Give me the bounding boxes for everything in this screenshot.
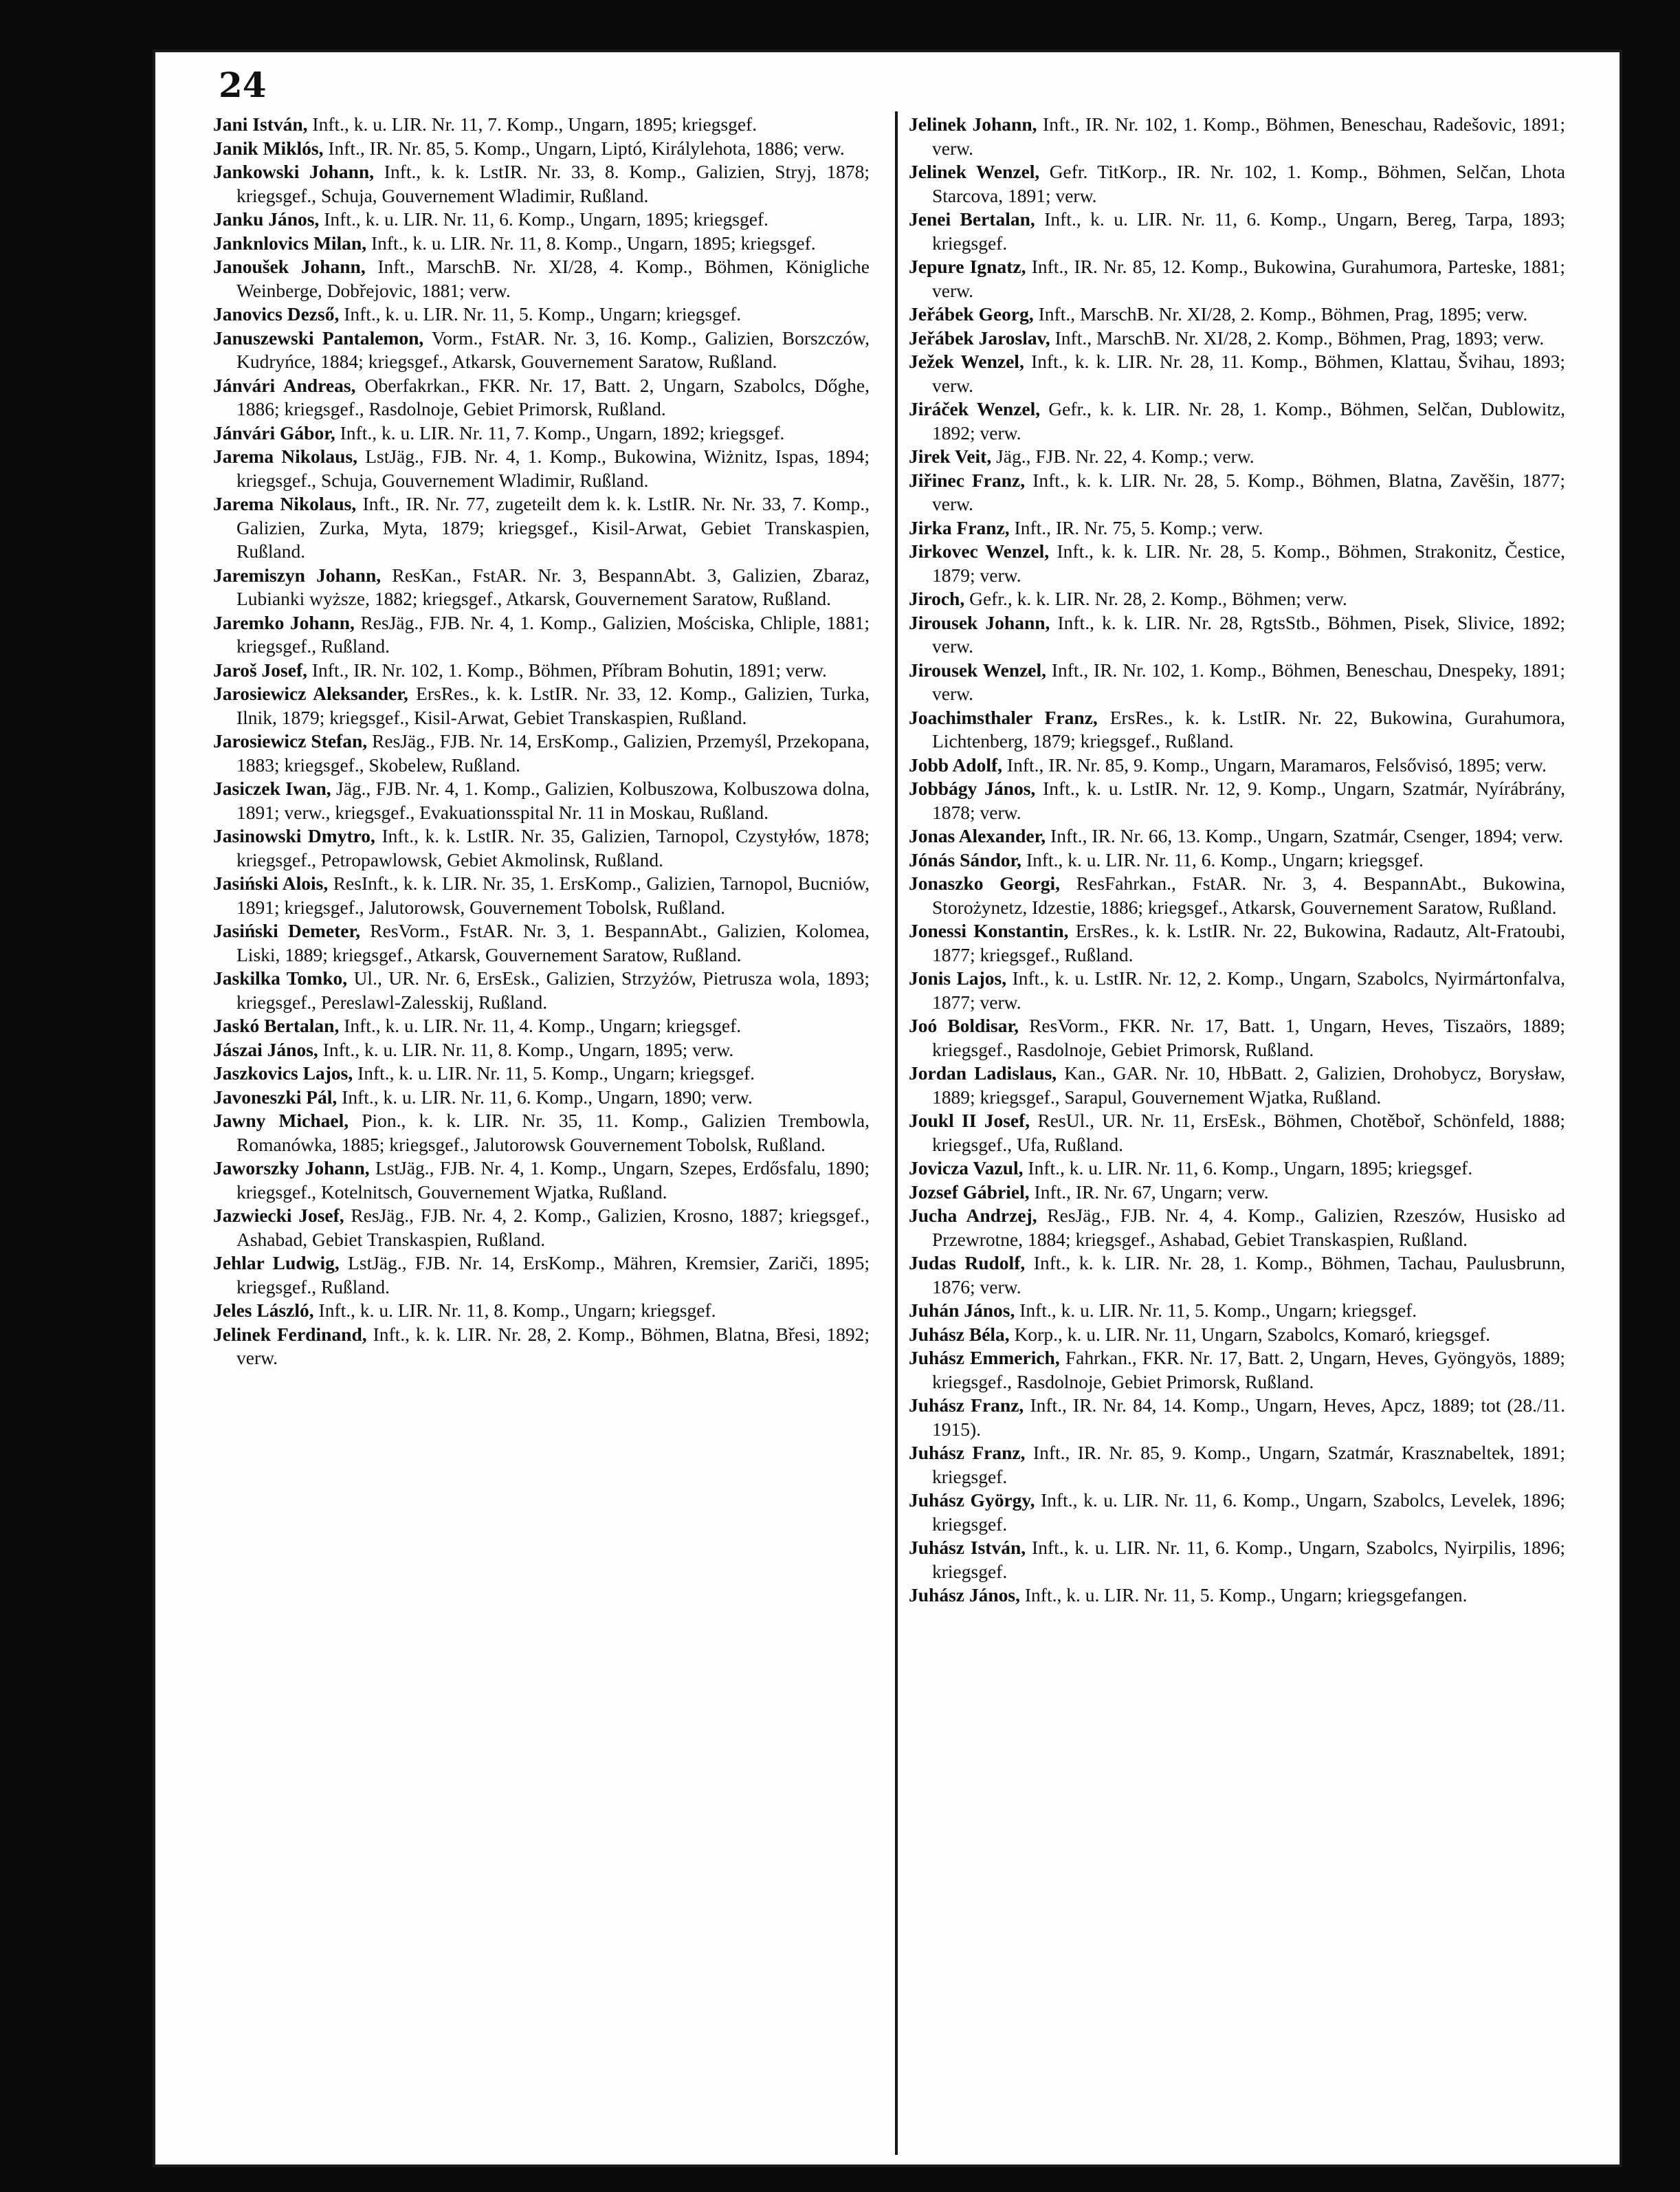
entry-name: Jaworszky Johann, xyxy=(213,1157,370,1179)
entry-details: ResVorm., FKR. Nr. 17, Batt. 1, Ungarn, Heves, Tiszaörs, 1889; kriegsgef., Rasdolnoje, Gebiet Primorsk, Rußland. xyxy=(932,1015,1565,1060)
list-entry xyxy=(909,160,1565,208)
entry-name: Jelinek Johann, xyxy=(909,113,1037,135)
entry-name: Jirousek Johann, xyxy=(909,611,1050,633)
list-entry xyxy=(213,492,870,564)
entry-name: Jarema Nikolaus, xyxy=(213,446,358,467)
entry-name: Joachimsthaler Franz, xyxy=(909,706,1098,728)
list-entry xyxy=(909,1109,1565,1157)
entry-details: ErsRes., k. k. LstIR. Nr. 22, Bukowina, Radautz, Alt-Fratoubi, 1877; kriegsgef., Rußland. xyxy=(932,920,1565,965)
entry-name: Jani István, xyxy=(213,113,308,135)
entry-details: Inft., k. u. LIR. Nr. 11, 6. Komp., Ungarn, Bereg, Tarpa, 1893; kriegsgef. xyxy=(932,208,1565,254)
list-entry xyxy=(213,1038,870,1062)
entry-name: Jirkovec Wenzel, xyxy=(909,540,1050,562)
list-entry xyxy=(909,777,1565,824)
entry-details: Inft., k. k. LIR. Nr. 28, 2. Komp., Böhmen, Blatna, Břesi, 1892; verw. xyxy=(236,1323,870,1368)
entry-name: Jonaszko Georgi, xyxy=(909,873,1061,894)
list-entry xyxy=(213,682,870,730)
entry-details: ErsRes., k. k. LstIR. Nr. 33, 12. Komp., Galizien, Turka, Ilnik, 1879; kriegsgef., Kisil-Arwat, Gebiet Transkaspien, Rußland. xyxy=(236,683,870,728)
list-entry xyxy=(213,1299,870,1323)
entry-details: Fahrkan., FKR. Nr. 17, Batt. 2, Ungarn, Heves, Gyöngyös, 1889; kriegsgef., Rasdolnoje, Gebiet Primorsk, Rußland. xyxy=(932,1347,1566,1392)
entry-name: Jaszkovics Lajos, xyxy=(213,1062,353,1084)
entry-name: Jonessi Konstantin, xyxy=(909,920,1069,941)
entry-details: Inft., k. u. LIR. Nr. 11, 7. Komp., Ungarn, 1895; kriegsgef. xyxy=(312,113,758,135)
entry-details: Inft., MarschB. Nr. XI/28, 4. Komp., Böhmen, Königliche Weinberge, Dobřejovic, 1881; verw. xyxy=(236,256,870,301)
list-entry xyxy=(909,469,1565,516)
entry-details: Inft., k. u. LIR. Nr. 11, 5. Komp., Ungarn; kriegsgef. xyxy=(1019,1300,1417,1321)
entry-details: Inft., IR. Nr. 85, 5. Komp., Ungarn, Liptó, Királylehota, 1886; verw. xyxy=(328,137,845,159)
entry-details: Jäg., FJB. Nr. 4, 1. Komp., Galizien, Kolbuszowa, Kolbuszowa dolna, 1891; verw., kriegsgef., Evakuationsspital Nr. 11 in Moskau, Rußland. xyxy=(236,778,870,823)
entry-details: LstJäg., FJB. Nr. 4, 1. Komp., Ungarn, Szepes, Erdősfalu, 1890; kriegsgef., Kotelnitsch, Gouvernement Wjatka, Rußland. xyxy=(236,1157,870,1203)
entry-details: Korp., k. u. LIR. Nr. 11, Ungarn, Szabolcs, Komaró, kriegsgef. xyxy=(1014,1323,1491,1345)
entry-details: Pion., k. k. LIR. Nr. 35, 11. Komp., Galizien Trembowla, Romanówka, 1885; kriegsgef., Jalutorowsk Gouvernement Tobolsk, Rußland. xyxy=(236,1110,870,1155)
entry-name: Jonas Alexander, xyxy=(909,825,1046,846)
entry-details: LstJäg., FJB. Nr. 14, ErsKomp., Mähren, Kremsier, Zariči, 1895; kriegsgef., Rußland. xyxy=(236,1252,870,1297)
entry-details: Inft., MarschB. Nr. XI/28, 2. Komp., Böhmen, Prag, 1893; verw. xyxy=(1054,327,1545,349)
list-entry xyxy=(213,113,870,137)
list-entry xyxy=(909,919,1565,967)
entry-details: Inft., IR. Nr. 102, 1. Komp., Böhmen, Beneschau, Dnespeky, 1891; verw. xyxy=(932,659,1566,704)
list-entry xyxy=(909,1062,1565,1109)
list-entry xyxy=(213,1323,870,1370)
list-entry xyxy=(213,1157,870,1204)
entry-name: Jeřábek Jaroslav, xyxy=(909,327,1050,349)
entry-name: Juhász Franz, xyxy=(909,1394,1024,1416)
list-entry xyxy=(909,872,1565,919)
entry-details: Inft., k. k. LstIR. Nr. 33, 8. Komp., Galizien, Stryj, 1878; kriegsgef., Schuja, Gouvernement Wladimir, Rußland. xyxy=(236,161,870,206)
entry-name: Jarosiewicz Aleksander, xyxy=(213,683,408,704)
entry-details: Inft., k. u. LIR. Nr. 11, 5. Komp., Ungarn; kriegsgef. xyxy=(344,303,742,325)
entry-name: Jobb Adolf, xyxy=(909,754,1003,776)
entry-name: Jaskilka Tomko, xyxy=(213,967,348,989)
list-entry xyxy=(909,397,1565,445)
entry-name: Jasiński Demeter, xyxy=(213,920,361,941)
entry-name: Jiroch, xyxy=(909,588,965,609)
list-entry xyxy=(909,848,1565,873)
document-page xyxy=(153,50,1622,2167)
entry-name: Jepure Ignatz, xyxy=(909,256,1026,277)
entry-name: Juhász Franz, xyxy=(909,1442,1026,1463)
entry-details: Inft., IR. Nr. 85, 9. Komp., Ungarn, Maramaros, Felsővisó, 1895; verw. xyxy=(1006,754,1547,776)
list-entry xyxy=(213,919,870,967)
entry-name: Jovicza Vazul, xyxy=(909,1157,1024,1179)
list-entry xyxy=(909,611,1565,659)
entry-name: Jaremko Johann, xyxy=(213,611,355,633)
entry-details: Inft., IR. Nr. 66, 13. Komp., Ungarn, Szatmár, Csenger, 1894; verw. xyxy=(1050,825,1564,846)
list-entry xyxy=(909,1181,1565,1205)
entry-details: Inft., IR. Nr. 102, 1. Komp., Böhmen, Příbram Bohutin, 1891; verw. xyxy=(311,659,827,681)
entry-name: Januszewski Pantalemon, xyxy=(213,327,424,349)
entry-details: Inft., k. u. LIR. Nr. 11, 8. Komp., Ungarn; kriegsgef. xyxy=(318,1300,716,1321)
entry-details: Inft., IR. Nr. 67, Ungarn; verw. xyxy=(1034,1181,1269,1203)
list-entry xyxy=(909,1441,1565,1489)
entry-name: Jucha Andrzej, xyxy=(909,1205,1037,1226)
entry-details: Jäg., FJB. Nr. 22, 4. Komp.; verw. xyxy=(996,446,1255,467)
entry-name: Jobbágy János, xyxy=(909,778,1036,799)
entry-details: Gefr., k. k. LIR. Nr. 28, 2. Komp., Böhmen; verw. xyxy=(969,588,1347,609)
entry-details: Inft., IR. Nr. 85, 12. Komp., Bukowina, Gurahumora, Parteske, 1881; verw. xyxy=(932,256,1565,301)
entry-details: Inft., k. k. LIR. Nr. 28, RgtsStb., Böhmen, Pisek, Slivice, 1892; verw. xyxy=(932,611,1566,657)
entry-name: Jánvári Gábor, xyxy=(213,421,335,443)
entry-name: Juhász Emmerich, xyxy=(909,1347,1060,1368)
list-entry xyxy=(909,303,1565,327)
list-entry xyxy=(213,232,870,256)
list-entry xyxy=(909,1323,1565,1347)
list-entry xyxy=(909,1489,1565,1536)
entry-name: Janik Miklós, xyxy=(213,137,324,159)
column-divider xyxy=(895,111,898,2155)
entry-details: Gefr. TitKorp., IR. Nr. 102, 1. Komp., Böhmen, Selčan, Lhota Starcova, 1891; verw. xyxy=(932,161,1565,206)
entry-name: Juhán János, xyxy=(909,1300,1015,1321)
entry-name: Jiráček Wenzel, xyxy=(909,398,1041,419)
list-entry xyxy=(213,1109,870,1157)
entry-name: Judas Rudolf, xyxy=(909,1252,1026,1273)
entry-details: ResUl., UR. Nr. 11, ErsEsk., Böhmen, Chotěboř, Schönfeld, 1888; kriegsgef., Ufa, Rußland. xyxy=(932,1110,1566,1155)
entry-details: Inft., k. u. LIR. Nr. 11, 6. Komp., Ungarn, 1895; kriegsgef. xyxy=(324,208,769,230)
entry-name: Jirek Veit, xyxy=(909,446,992,467)
entry-details: Inft., IR. Nr. 75, 5. Komp.; verw. xyxy=(1014,516,1263,538)
entry-details: Inft., k. u. LIR. Nr. 11, 7. Komp., Ungarn, 1892; kriegsgef. xyxy=(340,421,785,443)
list-entry xyxy=(213,967,870,1014)
entry-details: Inft., k. u. LstIR. Nr. 12, 2. Komp., Ungarn, Szabolcs, Nyirmártonfalva, 1877; verw. xyxy=(932,967,1565,1013)
entry-details: Inft., k. k. LIR. Nr. 28, 5. Komp., Böhmen, Blatna, Zavěšin, 1877; verw. xyxy=(932,469,1566,514)
entry-details: ResJäg., FJB. Nr. 4, 1. Komp., Galizien, Mościska, Chliple, 1881; kriegsgef., Rußland. xyxy=(236,611,870,657)
list-entry xyxy=(213,374,870,421)
entry-details: LstJäg., FJB. Nr. 4, 1. Komp., Bukowina, Wiżnitz, Ispas, 1894; kriegsgef., Schuja, Gouvernement Wladimir, Rußland. xyxy=(236,446,870,491)
list-entry xyxy=(909,1299,1565,1323)
entry-details: Inft., k. u. LIR. Nr. 11, 5. Komp., Ungarn; kriegsgef. xyxy=(357,1062,755,1084)
list-entry xyxy=(909,706,1565,754)
entry-name: Jelinek Wenzel, xyxy=(909,161,1040,182)
entry-name: Janoušek Johann, xyxy=(213,256,366,277)
entry-details: ResJäg., FJB. Nr. 4, 4. Komp., Galizien, Rzeszów, Husisko ad Przewrotne, 1884; kriegsgef., Ashabad, Gebiet Transkaspien, Rußland. xyxy=(932,1205,1566,1250)
list-entry xyxy=(909,1204,1565,1251)
list-entry xyxy=(213,445,870,492)
list-entry xyxy=(909,350,1565,397)
list-entry xyxy=(213,327,870,374)
list-entry xyxy=(909,113,1565,160)
entry-name: Jónás Sándor, xyxy=(909,848,1022,870)
list-entry xyxy=(213,208,870,232)
entry-name: Juhász Béla, xyxy=(909,1323,1010,1345)
entry-details: Inft., IR. Nr. 84, 14. Komp., Ungarn, Heves, Apcz, 1889; tot (28./11. 1915). xyxy=(932,1394,1566,1440)
entry-name: Jozsef Gábriel, xyxy=(909,1181,1030,1203)
entry-name: Joó Boldisar, xyxy=(909,1015,1019,1036)
list-entry xyxy=(909,540,1565,587)
page-number: 24 xyxy=(219,65,267,105)
entry-name: Jászai János, xyxy=(213,1038,318,1060)
entry-name: Jasiczek Iwan, xyxy=(213,778,331,799)
entry-details: Inft., IR. Nr. 102, 1. Komp., Böhmen, Beneschau, Radešovic, 1891; verw. xyxy=(932,113,1565,159)
entry-name: Jasiński Alois, xyxy=(213,873,329,894)
list-entry xyxy=(909,967,1565,1014)
entry-details: Inft., k. k. LIR. Nr. 28, 5. Komp., Böhmen, Strakonitz, Čestice, 1879; verw. xyxy=(932,540,1566,586)
entry-name: Jeles László, xyxy=(213,1300,314,1321)
entry-details: Inft., k. k. LIR. Nr. 28, 11. Komp., Böhmen, Klattau, Švihau, 1893; verw. xyxy=(932,351,1566,396)
entry-name: Jasinowski Dmytro, xyxy=(213,825,375,846)
list-entry xyxy=(213,137,870,161)
entry-name: Juhász János, xyxy=(909,1584,1020,1605)
entry-details: ResFahrkan., FstAR. Nr. 3, 4. BespannAbt., Bukowina, Storożynetz, Idzestie, 1886; kriegsgef., Atkarsk, Gouvernement Saratow, Rußland. xyxy=(932,873,1565,918)
list-entry xyxy=(213,1251,870,1299)
list-entry xyxy=(909,327,1565,351)
list-entry xyxy=(909,445,1565,469)
entry-name: Janku János, xyxy=(213,208,320,230)
entry-name: Jordan Ladislaus, xyxy=(909,1062,1057,1084)
entry-name: Jawny Michael, xyxy=(213,1110,349,1131)
list-entry xyxy=(909,1157,1565,1181)
entry-details: Inft., k. u. LIR. Nr. 11, 8. Komp., Ungarn, 1895; kriegsgef. xyxy=(371,232,816,254)
list-entry xyxy=(213,255,870,303)
entry-name: Jarosiewicz Stefan, xyxy=(213,730,368,752)
entry-details: Inft., MarschB. Nr. XI/28, 2. Komp., Böhmen, Prag, 1895; verw. xyxy=(1038,303,1528,325)
list-entry xyxy=(909,516,1565,540)
entry-details: Ul., UR. Nr. 6, ErsEsk., Galizien, Strzyżów, Pietrusza wola, 1893; kriegsgef., Pereslawl-Zalesskij, Rußland. xyxy=(236,967,870,1013)
entry-details: Oberfakrkan., FKR. Nr. 17, Batt. 2, Ungarn, Szabolcs, Dőghe, 1886; kriegsgef., Rasdolnoje, Gebiet Primorsk, Rußland. xyxy=(236,374,870,419)
list-entry xyxy=(213,1204,870,1251)
list-entry xyxy=(909,255,1565,303)
entry-name: Jazwiecki Josef, xyxy=(213,1205,344,1226)
list-entry xyxy=(909,208,1565,255)
list-entry xyxy=(909,1394,1565,1441)
list-entry xyxy=(213,872,870,919)
entry-name: Jelinek Ferdinand, xyxy=(213,1323,367,1345)
entry-details: ResVorm., FstAR. Nr. 3, 1. BespannAbt., Galizien, Kolomea, Liski, 1889; kriegsgef., Atkarsk, Gouvernement Saratow, Rußland. xyxy=(236,920,870,965)
list-entry xyxy=(213,1014,870,1038)
entry-details: Inft., k. u. LstIR. Nr. 12, 9. Komp., Ungarn, Szatmár, Nyírábrány, 1878; verw. xyxy=(932,778,1566,823)
entry-details: Inft., k. k. LIR. Nr. 28, 1. Komp., Böhmen, Tachau, Paulusbrunn, 1876; verw. xyxy=(932,1252,1565,1297)
list-entry xyxy=(909,587,1565,611)
right-column xyxy=(909,113,1565,1608)
list-entry xyxy=(213,303,870,327)
list-entry xyxy=(909,1583,1565,1608)
left-column xyxy=(213,113,870,1370)
entry-details: ResInft., k. k. LIR. Nr. 35, 1. ErsKomp., Galizien, Tarnopol, Bucniów, 1891; kriegsgef., Jalutorowsk, Gouvernement Tobolsk, Rußland. xyxy=(236,873,870,918)
entry-details: Inft., k. u. LIR. Nr. 11, 4. Komp., Ungarn; kriegsgef. xyxy=(344,1015,742,1036)
entry-name: Juhász István, xyxy=(909,1537,1026,1558)
entry-name: Jarema Nikolaus, xyxy=(213,493,357,514)
entry-details: Inft., k. u. LIR. Nr. 11, 5. Komp., Ungarn; kriegsgefangen. xyxy=(1024,1584,1468,1605)
list-entry xyxy=(213,421,870,446)
entry-details: Gefr., k. k. LIR. Nr. 28, 1. Komp., Böhmen, Selčan, Dublowitz, 1892; verw. xyxy=(932,398,1566,443)
entry-details: ResJäg., FJB. Nr. 4, 2. Komp., Galizien, Krosno, 1887; kriegsgef., Ashabad, Gebiet Transkaspien, Rußland. xyxy=(236,1205,870,1250)
entry-name: Jonis Lajos, xyxy=(909,967,1007,989)
list-entry xyxy=(909,824,1565,848)
list-entry xyxy=(213,1086,870,1110)
list-entry xyxy=(213,1062,870,1086)
entry-name: Jankowski Johann, xyxy=(213,161,375,182)
list-entry xyxy=(909,1014,1565,1062)
entry-details: Kan., GAR. Nr. 10, HbBatt. 2, Galizien, Drohobycz, Borysław, 1889; kriegsgef., Sarapul, Gouvernement Wjatka, Rußland. xyxy=(932,1062,1565,1108)
list-entry xyxy=(909,1251,1565,1299)
entry-name: Joukl II Josef, xyxy=(909,1110,1030,1131)
list-entry xyxy=(909,754,1565,778)
entry-details: Inft., k. k. LstIR. Nr. 35, Galizien, Tarnopol, Czystyłów, 1878; kriegsgef., Petropawlowsk, Gebiet Akmolinsk, Rußland. xyxy=(236,825,870,870)
entry-name: Jenei Bertalan, xyxy=(909,208,1035,230)
entry-name: Javoneszki Pál, xyxy=(213,1086,338,1108)
list-entry xyxy=(909,659,1565,706)
entry-name: Jeřábek Georg, xyxy=(909,303,1034,325)
entry-details: Inft., k. u. LIR. Nr. 11, 6. Komp., Ungarn, Szabolcs, Levelek, 1896; kriegsgef. xyxy=(932,1489,1565,1535)
entry-name: Jánvári Andreas, xyxy=(213,374,356,396)
list-entry xyxy=(213,824,870,872)
entry-details: Inft., k. u. LIR. Nr. 11, 8. Komp., Ungarn, 1895; verw. xyxy=(322,1038,734,1060)
entry-name: Janovics Dezső, xyxy=(213,303,340,325)
entry-details: Inft., k. u. LIR. Nr. 11, 6. Komp., Ungarn, Szabolcs, Nyirpilis, 1896; kriegsgef. xyxy=(932,1537,1565,1582)
list-entry xyxy=(213,564,870,611)
entry-name: Jirka Franz, xyxy=(909,516,1010,538)
list-entry xyxy=(213,659,870,683)
entry-name: Jiřinec Franz, xyxy=(909,469,1026,491)
entry-name: Juhász György, xyxy=(909,1489,1035,1511)
entry-details: Inft., IR. Nr. 85, 9. Komp., Ungarn, Szatmár, Krasznabeltek, 1891; kriegsgef. xyxy=(932,1442,1566,1487)
entry-details: Vorm., FstAR. Nr. 3, 16. Komp., Galizien, Borszczów, Kudryńce, 1884; kriegsgef., Atkarsk, Gouvernement Saratow, Rußland. xyxy=(236,327,870,372)
list-entry xyxy=(909,1536,1565,1583)
entry-name: Jaskó Bertalan, xyxy=(213,1015,340,1036)
entry-name: Jaremiszyn Johann, xyxy=(213,564,382,586)
entry-name: Jirousek Wenzel, xyxy=(909,659,1047,681)
list-entry xyxy=(213,730,870,777)
entry-name: Ježek Wenzel, xyxy=(909,351,1024,372)
list-entry xyxy=(213,777,870,824)
list-entry xyxy=(213,160,870,208)
entry-name: Jaroš Josef, xyxy=(213,659,307,681)
list-entry xyxy=(909,1346,1565,1394)
list-entry xyxy=(213,611,870,659)
entry-name: Jehlar Ludwig, xyxy=(213,1252,340,1273)
entry-details: ErsRes., k. k. LstIR. Nr. 22, Bukowina, Gurahumora, Lichtenberg, 1879; kriegsgef., Rußland. xyxy=(932,706,1565,752)
entry-details: Inft., k. u. LIR. Nr. 11, 6. Komp., Ungarn, 1890; verw. xyxy=(342,1086,753,1108)
entry-name: Janknlovics Milan, xyxy=(213,232,367,254)
entry-details: Inft., k. u. LIR. Nr. 11, 6. Komp., Ungarn, 1895; kriegsgef. xyxy=(1028,1157,1473,1179)
entry-details: Inft., k. u. LIR. Nr. 11, 6. Komp., Ungarn; kriegsgef. xyxy=(1026,848,1424,870)
entry-details: ResKan., FstAR. Nr. 3, BespannAbt. 3, Galizien, Zbaraz, Lubianki wyższe, 1882; kriegsgef., Atkarsk, Gouvernement Saratow, Rußland. xyxy=(236,564,870,609)
entry-details: Inft., IR. Nr. 77, zugeteilt dem k. k. LstIR. Nr. Nr. 33, 7. Komp., Galizien, Zurka, Myta, 1879; kriegsgef., Kisil-Arwat, Gebiet Transkaspien, Rußland. xyxy=(236,493,870,562)
entry-details: ResJäg., FJB. Nr. 14, ErsKomp., Galizien, Przemyśl, Przekopana, 1883; kriegsgef., Skobelew, Rußland. xyxy=(236,730,870,776)
